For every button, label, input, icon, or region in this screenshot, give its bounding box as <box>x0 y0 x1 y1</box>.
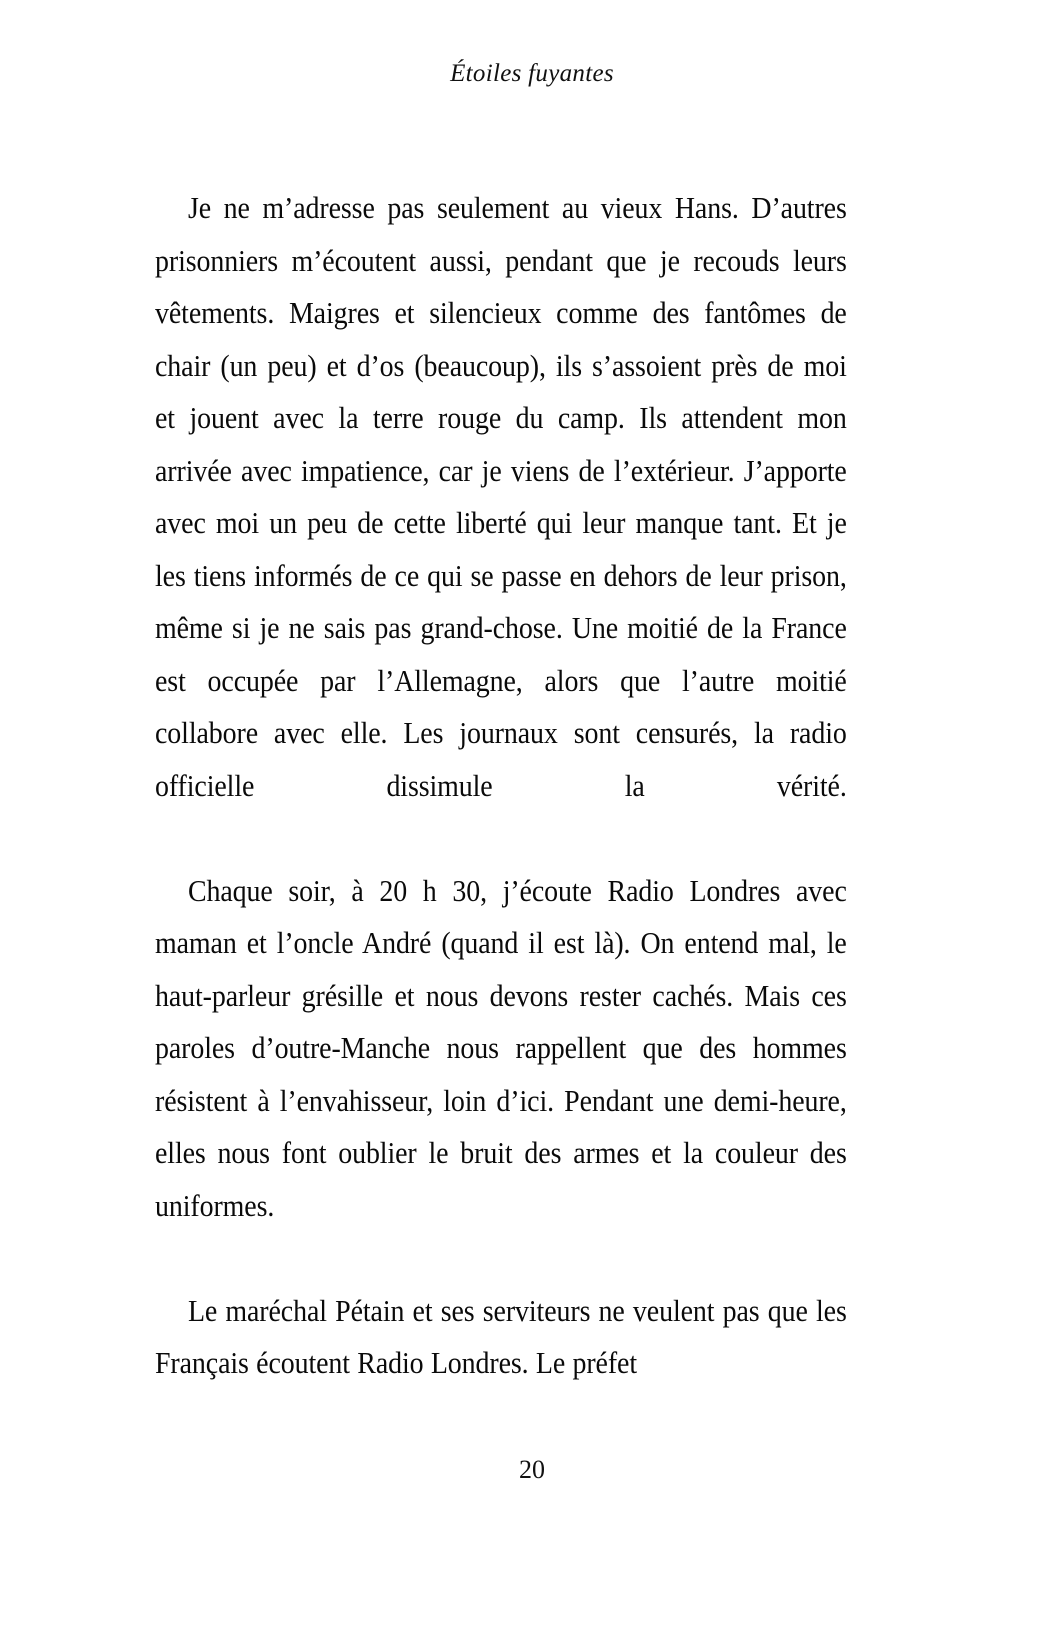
running-head: Étoiles fuyantes <box>450 60 614 87</box>
paragraph-3: Le maréchal Pétain et ses serviteurs ne veulent pas que les Français écoutent Radio Londres. Le préfet <box>155 1293 847 1380</box>
body-text-block <box>155 182 847 1390</box>
paragraph-2: Chaque soir, à 20 h 30, j’écoute Radio Londres avec maman et l’oncle André (quand il est là). On entend mal, le haut-parleur grésille et nous devons rester cachés. Mais ces paroles d’outre-Manche nous rappellent que des hommes résistent à l’envahisseur, loin d’ici. Pendant une demi-heure, elles nous font oublier le bruit des armes et la couleur des uniformes. <box>155 873 847 1223</box>
paragraph-1: Je ne m’adresse pas seulement au vieux Hans. D’autres prisonniers m’écoutent aussi, pendant que je recouds leurs vêtements. Maigres et silencieux comme des fantômes de chair (un peu) et d’os (beaucoup), ils s’assoient près de moi et jouent avec la terre rouge du camp. Ils attendent mon arrivée avec impatience, car je viens de l’extérieur. J’apporte avec moi un peu de cette liberté qui leur manque tant. Et je les tiens informés de ce qui se passe en dehors de leur prison, même si je ne sais pas grand-chose. Une moitié de la France est occupée par l’Allemagne, alors que l’autre moitié collabore avec elle. Les journaux sont censurés, la radio officielle dissimule la vérité. <box>155 191 847 803</box>
page-number: 20 <box>519 1455 545 1484</box>
